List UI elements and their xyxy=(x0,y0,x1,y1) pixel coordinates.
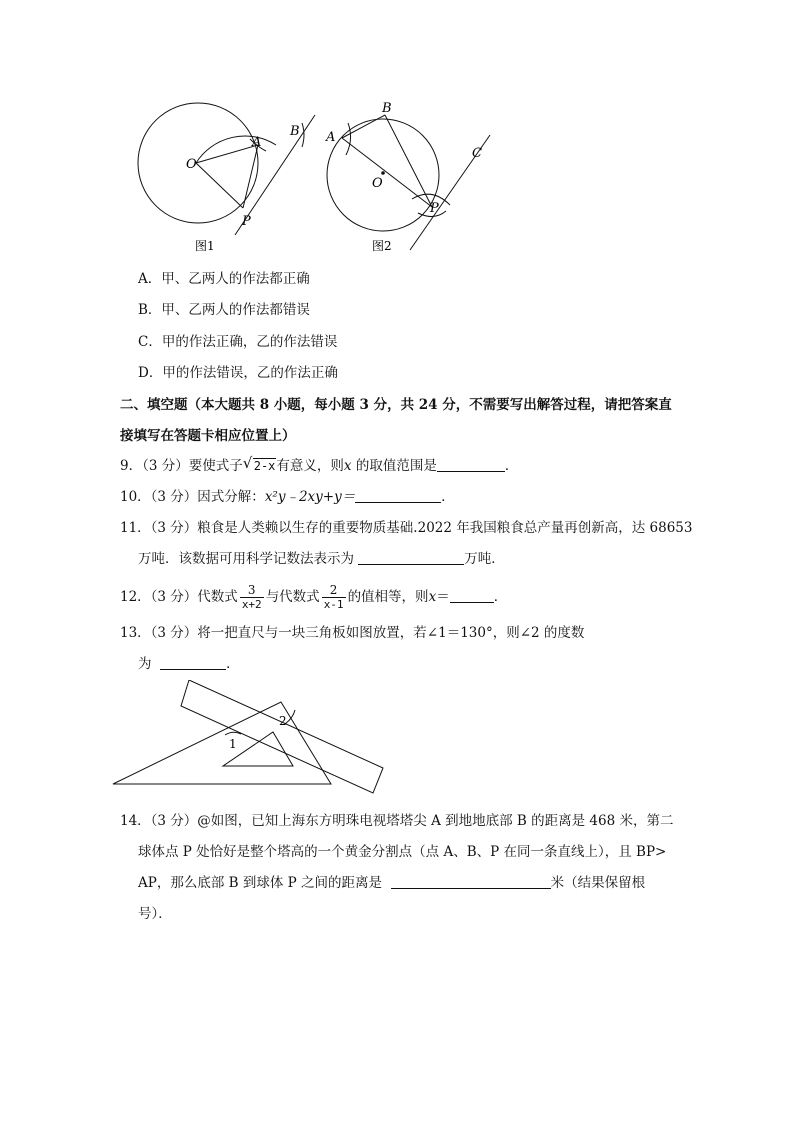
option-a: A．甲、乙两人的作法都正确 xyxy=(138,271,310,287)
q14-line3b: 米（结果保留根 xyxy=(550,875,646,891)
triangle-outer xyxy=(113,702,331,784)
q11-line2b: 万吨． xyxy=(464,551,505,567)
fig2-label-P: P xyxy=(430,201,439,216)
q12-eq: ＝ xyxy=(436,589,450,605)
q12-mid: 与代数式 xyxy=(265,589,320,605)
fig2-label-B: B xyxy=(382,101,392,116)
q9-end: ． xyxy=(504,458,519,474)
q12-prefix: 12．（3 分）代数式 xyxy=(120,589,238,605)
question-14-line1: 14．（3 分）@如图，已知上海东方明珠电视塔塔尖 A 到地地底部 B 的距离是 468 米，第二 xyxy=(120,813,674,829)
fig2-label-C: C xyxy=(472,146,482,161)
fig2-circle xyxy=(327,119,439,231)
fig2-label-O: O xyxy=(372,176,383,191)
q12-answer-blank[interactable] xyxy=(450,588,494,603)
fig2-line-BP xyxy=(385,115,432,207)
figure-13-ruler-triangle xyxy=(105,680,395,800)
q12-f1-num: 3 xyxy=(240,583,264,598)
q11-line2a: 万吨．该数据可用科学记数法表示为 xyxy=(138,551,354,567)
fig1-arc-mark-B xyxy=(302,123,304,147)
q12-end: ． xyxy=(493,589,508,605)
angle-2-label: 2 xyxy=(279,714,287,728)
q12-fraction-1 xyxy=(240,583,264,612)
q14-answer-blank[interactable] xyxy=(391,874,551,889)
q9-prefix: 9．（3 分）要使式子 xyxy=(120,458,243,474)
fig2-line-AB xyxy=(342,115,385,138)
fig1-label-B: B xyxy=(290,124,300,139)
fig2-caption: 图2 xyxy=(372,239,392,253)
angle-1-label: 1 xyxy=(229,737,237,751)
q12-f2-den: x-1 xyxy=(323,598,344,611)
fig2-arc-mark-A xyxy=(346,123,351,155)
fig1-line-AP xyxy=(243,145,258,208)
fig1-caption: 图1 xyxy=(195,239,215,253)
question-9 xyxy=(120,454,519,475)
angle-1-arc xyxy=(225,732,241,735)
fig1-label-A: A xyxy=(252,135,262,150)
q10-answer-blank[interactable] xyxy=(355,488,441,503)
fig1-label-O: O xyxy=(186,157,197,172)
q10-expr: x²y﹣2xy+y＝ xyxy=(264,489,356,505)
fig1-line-OA xyxy=(196,145,258,163)
q10-prefix: 10．（3 分）因式分解： xyxy=(120,489,265,505)
question-11-line2 xyxy=(138,550,505,568)
q13-answer-blank[interactable] xyxy=(160,655,226,670)
fig2-diameter xyxy=(342,138,432,207)
question-14-line2: 球体点 P 处恰好是整个塔高的一个黄金分割点（点 A、B、P 在同一条直线上），且 BP> xyxy=(138,844,667,860)
q9-sqrt xyxy=(242,454,277,475)
question-12 xyxy=(120,583,507,612)
q10-end: ． xyxy=(441,489,455,505)
question-14-line4: 号）． xyxy=(138,906,172,922)
q12-f2-num: 2 xyxy=(322,583,346,598)
figure-2 xyxy=(320,95,495,260)
question-11-line1: 11．（3 分）粮食是人类赖以生存的重要物质基础.2022 年我国粮食总产量再创新高，达 68653 xyxy=(120,520,693,536)
q9-suffix: 的取值范围是 xyxy=(351,458,437,474)
q9-radicand: 2-x xyxy=(253,459,276,473)
q13-end: ． xyxy=(226,656,240,672)
sqrt-icon: √ xyxy=(242,454,253,472)
option-b: B．甲、乙两人的作法都错误 xyxy=(138,302,310,318)
figure-1 xyxy=(130,95,330,260)
q13-line2a: 为 xyxy=(138,656,152,672)
question-13-line2 xyxy=(138,655,240,673)
section2-heading-line2: 接填写在答题卡相应位置上） xyxy=(120,428,296,444)
q14-line3a: AP，那么底部 B 到球体 P 之间的距离是 xyxy=(138,875,383,891)
q9-mid: 有意义，则 xyxy=(276,458,344,474)
q12-suffix: 的值相等，则 xyxy=(347,589,429,605)
fig1-line-OP xyxy=(196,163,243,208)
question-13-line1: 13．（3 分）将一把直尺与一块三角板如图放置，若∠1＝130°，则∠2 的度数 xyxy=(120,625,585,641)
q12-f1-den: x+2 xyxy=(241,598,262,611)
q12-var: x xyxy=(428,589,437,605)
question-14-line3 xyxy=(138,874,645,892)
question-10 xyxy=(120,488,455,506)
fig2-center-dot xyxy=(381,171,385,175)
q12-fraction-2 xyxy=(322,583,346,612)
q11-answer-blank[interactable] xyxy=(358,550,464,565)
option-d: D．甲的作法错误，乙的作法正确 xyxy=(138,365,338,381)
q9-answer-blank[interactable] xyxy=(437,457,505,472)
fig1-label-P: P xyxy=(242,214,251,229)
option-c: C．甲的作法正确，乙的作法错误 xyxy=(138,334,338,350)
fig2-label-A: A xyxy=(326,130,336,145)
q9-var: x xyxy=(343,458,352,474)
section2-heading-line1: 二、填空题（本大题共 8 小题，每小题 3 分，共 24 分，不需要写出解答过程，请把答案直 xyxy=(120,397,672,413)
